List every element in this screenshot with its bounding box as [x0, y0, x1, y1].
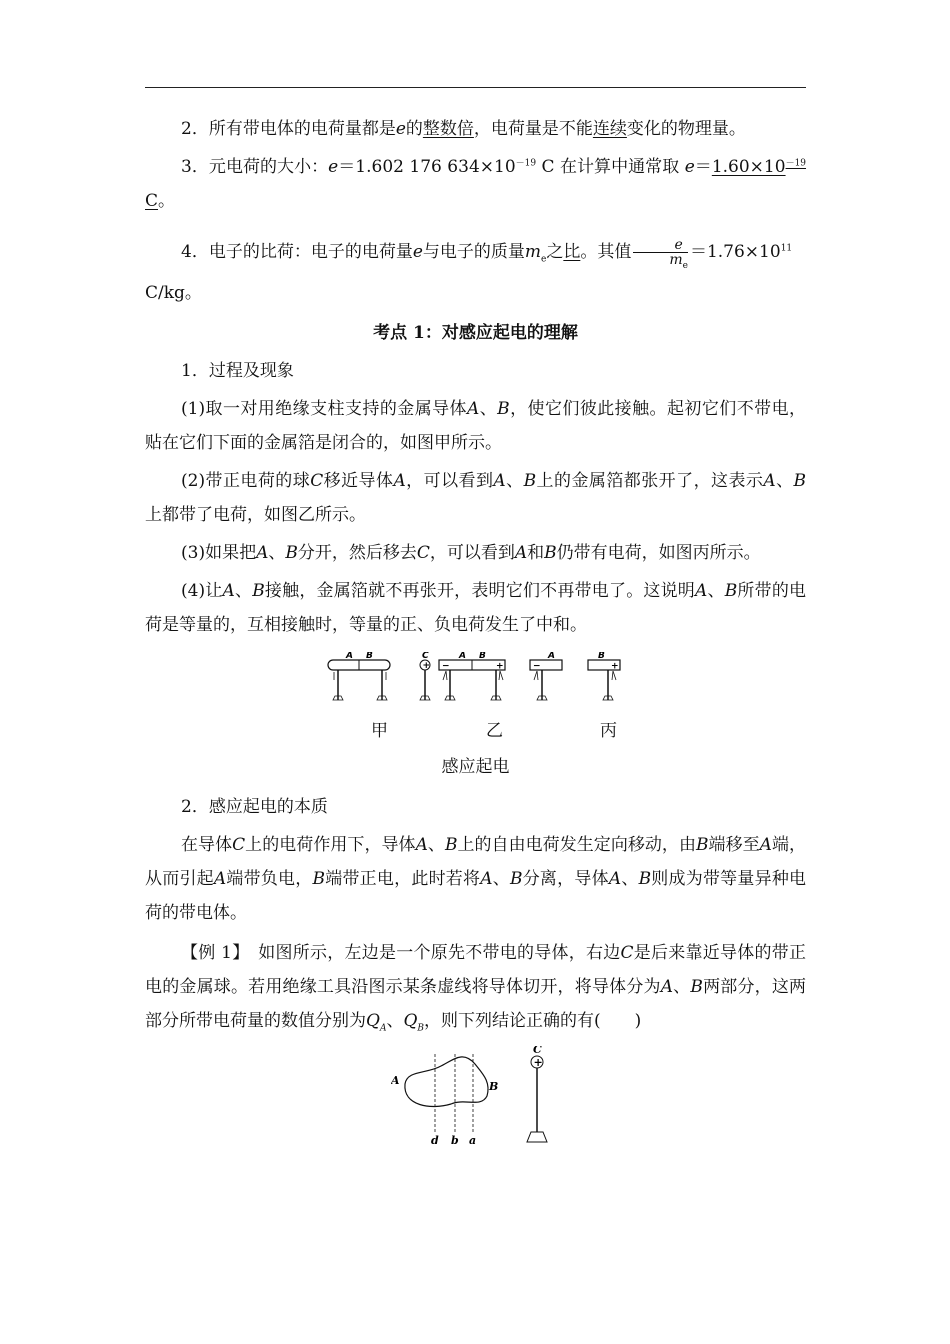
line-label-d: d	[430, 1134, 439, 1146]
label-b: B	[478, 652, 486, 661]
example-tag: 【例 1】	[181, 943, 241, 963]
label-b: B	[365, 652, 373, 661]
step-2-paragraph: (2)带正电荷的球C移近导体A，可以看到A、B上的金属箔都张开了，这表示A、B上都带了电荷，如图乙所示。	[145, 471, 807, 525]
minus-sign: −	[441, 661, 450, 672]
label-bing: 丙	[600, 721, 617, 741]
section-heading: 考点 1：对感应起电的理解	[373, 323, 578, 343]
point-3-paragraph: 3．元电荷的大小：e＝1.602 176 $634\times 10^{-19}$ C 在计算中通常取 $e=1.60\times 10^{-19}$ C。	[145, 157, 807, 211]
label-a: A	[547, 652, 555, 661]
minus-sign: −	[532, 661, 541, 672]
label-a: A	[390, 1074, 400, 1087]
step-4-paragraph: (4)让A、B接触，金属箔就不再张开，表明它们不再带电了。这说明A、B所带的电荷是等量的，互相接触时，等量的正、负电荷发生了中和。	[145, 581, 807, 635]
induction-figure	[326, 652, 626, 708]
point-4-unit: C/kg。	[145, 283, 202, 303]
plus-sign: +	[495, 661, 504, 672]
essence-paragraph: 在导体C上的电荷作用下，导体A、B上的自由电荷发生定向移动，由B端移至A端，从而引起A端带负电，B端带正电，此时若将A、B分离，导体A、B则成为带等量异种电荷的带电体。	[145, 835, 807, 923]
label-jia: 甲	[371, 721, 388, 741]
label-c: C	[421, 652, 429, 661]
process-title: 1．过程及现象	[181, 361, 294, 381]
point-4-paragraph: 4．电子的比荷：电子的电荷量e与电子的质量$m_e$之比。其值 $\frac{e}{m_e}$ $=1.76\times 10^{11}$	[181, 237, 793, 271]
label-b: B	[597, 652, 605, 661]
stand-base	[527, 1132, 547, 1142]
step-1-paragraph: (1)取一对用绝缘支柱支持的金属导体A、B，使它们彼此接触。起初它们不带电，贴在它们下面的金属箔是闭合的，如图甲所示。	[145, 399, 807, 453]
figure-jia	[328, 652, 390, 700]
example-figure	[391, 1046, 561, 1146]
plus-sign: +	[610, 661, 619, 672]
line-label-b: b	[450, 1134, 459, 1146]
plus-sign: +	[422, 661, 430, 671]
essence-title: 2．感应起电的本质	[181, 797, 328, 817]
label-c: C	[532, 1046, 542, 1056]
figure-labels	[145, 708, 806, 746]
line-label-a: a	[468, 1134, 476, 1146]
point-2-paragraph: 2．所有带电体的电荷量都是e的整数倍，电荷量是不能连续变化的物理量。	[181, 119, 746, 139]
step-3-paragraph: (3)如果把A、B分开，然后移去C，可以看到A和B仍带有电荷，如图丙所示。	[181, 543, 761, 563]
figure-yi	[420, 652, 505, 700]
conductor-body	[404, 1057, 487, 1107]
example-1-paragraph: 【例 1】 如图所示，左边是一个原先不带电的导体，右边C是后来靠近导体的带正电的金属球。若用绝缘工具沿图示某条虚线将导体切开，将导体分为A、B两部分，这两部分所带电荷量的数值分别为$Q_A$、$Q_B$，则下列结论正确的有( )	[145, 943, 807, 1034]
label-a: A	[345, 652, 353, 661]
charge-mass-fraction: $\frac{e}{m_e}$	[633, 238, 688, 267]
document-body	[145, 112, 806, 1146]
plus-sign: +	[533, 1056, 543, 1069]
label-yi: 乙	[486, 721, 503, 741]
figure-caption: 感应起电	[441, 757, 510, 777]
label-b: B	[488, 1080, 498, 1093]
header-rule	[145, 87, 806, 88]
figure-bing	[530, 652, 620, 700]
label-a: A	[458, 652, 466, 661]
